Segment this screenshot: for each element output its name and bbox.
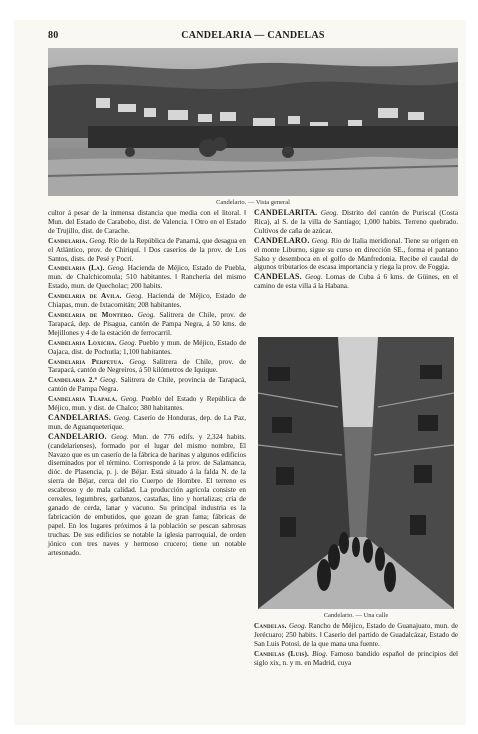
entry-paragraph [254, 209, 458, 236]
entry-category: Geog. [320, 209, 339, 217]
entry-headword: Candelaria de Montero. [48, 310, 134, 319]
entry-paragraph [48, 237, 246, 264]
entry-headword: Candelaria Tlapala. [48, 395, 118, 404]
entry-headword: CANDELARITA. [254, 208, 318, 217]
entry-text: Hacienda de Méjico, Estado de Chiapas, mun. de Ixtacomitán; 208 habitantes. [48, 292, 247, 310]
entry-paragraph [48, 433, 246, 558]
entry-headword: CANDELARIO. [48, 431, 107, 441]
entry-category: Geog. [305, 273, 323, 282]
entry-headword: Candelaria Perpetua. [48, 357, 124, 366]
entry-text: Lomas de Cuba á 6 kms. de Güines, en el camino de esta villa á la Habana. [254, 273, 459, 291]
entry-paragraph [48, 358, 246, 376]
photo-caption-general-view: Candelario. — Vista general [216, 199, 290, 206]
entry-headword: CANDELARIAS. [48, 412, 112, 422]
entry-text: Famoso bandido español de principios del siglo xix, n. y m. en Madrid, cuya [254, 649, 459, 667]
right-column-top [254, 209, 458, 292]
entry-paragraph [48, 209, 246, 236]
entry-headword: CANDELARO. [254, 235, 310, 245]
entry-category: Geog. [100, 376, 118, 385]
left-column [48, 209, 246, 558]
entry-paragraph [48, 311, 246, 338]
entry-category: Geog. [137, 310, 156, 319]
entry-paragraph [254, 622, 458, 649]
entry-category: Biog. [312, 649, 328, 658]
entry-text: Distrito del cantón de Puriscal (Costa Rica), al S. de la villa de Santiago; 1,000 habits. Terreno quebrado. Cultivos de caña de azúcar. [254, 209, 459, 235]
entry-paragraph [48, 292, 246, 310]
entry-text: Río de Italia meridional. Tiene su origen en el monte Liburno, sigue su curso en dirección SE., forma el pantano Salso y desemboca en el golfo de Manfredonia. Recibe el caudal de algunos tributarios de escasa importancia y riega la prov. de Foggia. [254, 236, 458, 272]
entry-category: Geog. [125, 292, 144, 301]
entry-paragraph [48, 395, 246, 413]
photo-street [258, 337, 454, 609]
entry-text: Pueblo y mun. de Méjico, Estado de Oajaca, dist. de Pochutla; 1,100 habitantes. [48, 338, 247, 356]
entry-paragraph [48, 264, 246, 291]
entry-category: Geog. [107, 264, 125, 273]
entry-text: Salitrera de Chile, provincia de Tarapacá, cantón de Pampa Negra. [48, 376, 246, 394]
entry-text: Río de la República de Panamá, que desagua en el Atlántico, prov. de Chiriquí. ‖ Dos caseríos de la prov. de Los Santos, dists. de Pesé y Pocrí. [48, 236, 247, 263]
entry-paragraph [254, 650, 458, 668]
photo-general-view [48, 48, 458, 196]
entry-headword: CANDELAS. [254, 272, 302, 282]
entry-paragraph [48, 376, 246, 394]
entry-text: Caserío de Honduras, dep. de La Paz, mun. de Aguanqueterique. [48, 413, 247, 431]
entry-category: Geog. [89, 236, 107, 245]
entry-headword: Candelaria de Avila. [48, 292, 122, 301]
entry-headword: Candelaria. [48, 236, 88, 245]
page-number: 80 [48, 30, 59, 41]
entry-paragraph [254, 237, 458, 273]
entry-headword: Candelaria Loxicha. [48, 338, 117, 347]
entry-category: Geog. [120, 395, 139, 404]
entry-category: Geog. [111, 432, 129, 441]
entry-text: Rancho de Méjico, Estado de Guanajuato, mun. de Jerécuaro; 250 habits. ‖ Caserío del partido de Guadalcázar, Estado de San Luis Potosí, de la que mana una fuente. [254, 622, 459, 648]
photo-caption-street: Candelario. — Una calle [323, 612, 389, 619]
entry-headword: Candelaria (La). [48, 264, 105, 273]
entry-text: Salitrera de Chile, prov. de Tarapacá, cantón de Negreiros, á 50 kilómetros de Iquique. [48, 357, 247, 375]
entry-category: Geog. [119, 338, 137, 347]
entry-headword: Candelas. [254, 622, 287, 630]
right-column-bottom [254, 622, 458, 669]
entry-text: cultor á pesar de la inmensa distancia que media con el litoral. ‖ Mun. del Estado de Carabobo, dist. de Valencia. ‖ Otro en el Estado de Trujillo, dist. de Carache. [48, 209, 246, 235]
entry-text: Hacienda de Méjico, Estado de Puebla, mun. de Chalchicomula; 510 habitantes. ‖ Ranchería del mismo Estado, mun. de Quecholac; 200 habits. [48, 264, 247, 291]
entry-text: Mun. de 776 edifs. y 2,324 habits. (candelarienses), formado por el lugar del mismo nombre, El Navazo que es un caserío de la fábrica de harinas y algunos edificios diseminados por el término. Corresponde á la prov. de Salamanca, dióc. de Plasencia, p. j. de Béjar. Está situado á la falda N. de la sierra de Béjar, cerca del río Cuerpo de Hombre. El terreno es escabroso y de mala calidad. La producción agrícola consiste en cereales, legumbres, garbanzos, castañas, lino y hortalizas; cría de ganado de cerda, lanar y vacuno. Su principal industria es la fabricación de embutidos, que gozan de gran fama; fábricas de papel. En los lugares próximos á la población se pescan sabrosas truchas. De sus edificios se notable la iglesia parroquial, de orden jónico con tres naves y hermoso crucero; tiene un notable artesonado. [48, 432, 247, 557]
entry-headword: Candelas (Luis). [254, 649, 310, 658]
entry-category: Geog. [129, 357, 147, 366]
running-head: CANDELARIA — CANDELAS [181, 30, 325, 41]
entry-text: Salitrera de Chile, prov. de Tarapacá, dep. de Pisagua, cantón de Pampa Negra, á 50 kms. de Mejillones y 4 de la estación de ferrocarril. [48, 310, 246, 337]
entry-paragraph [254, 273, 458, 291]
entry-text: Pueblo del Estado y República de Méjico, mun. y dist. de Chalco; 380 habitantes. [48, 395, 246, 413]
page-header [48, 30, 458, 44]
entry-category: Geog. [113, 413, 131, 422]
entry-headword: Candelaria 2.ª [48, 376, 97, 385]
entry-category: Geog. [288, 622, 307, 630]
entry-category: Geog. [311, 236, 330, 245]
entry-paragraph [48, 414, 246, 432]
entry-paragraph [48, 339, 246, 357]
